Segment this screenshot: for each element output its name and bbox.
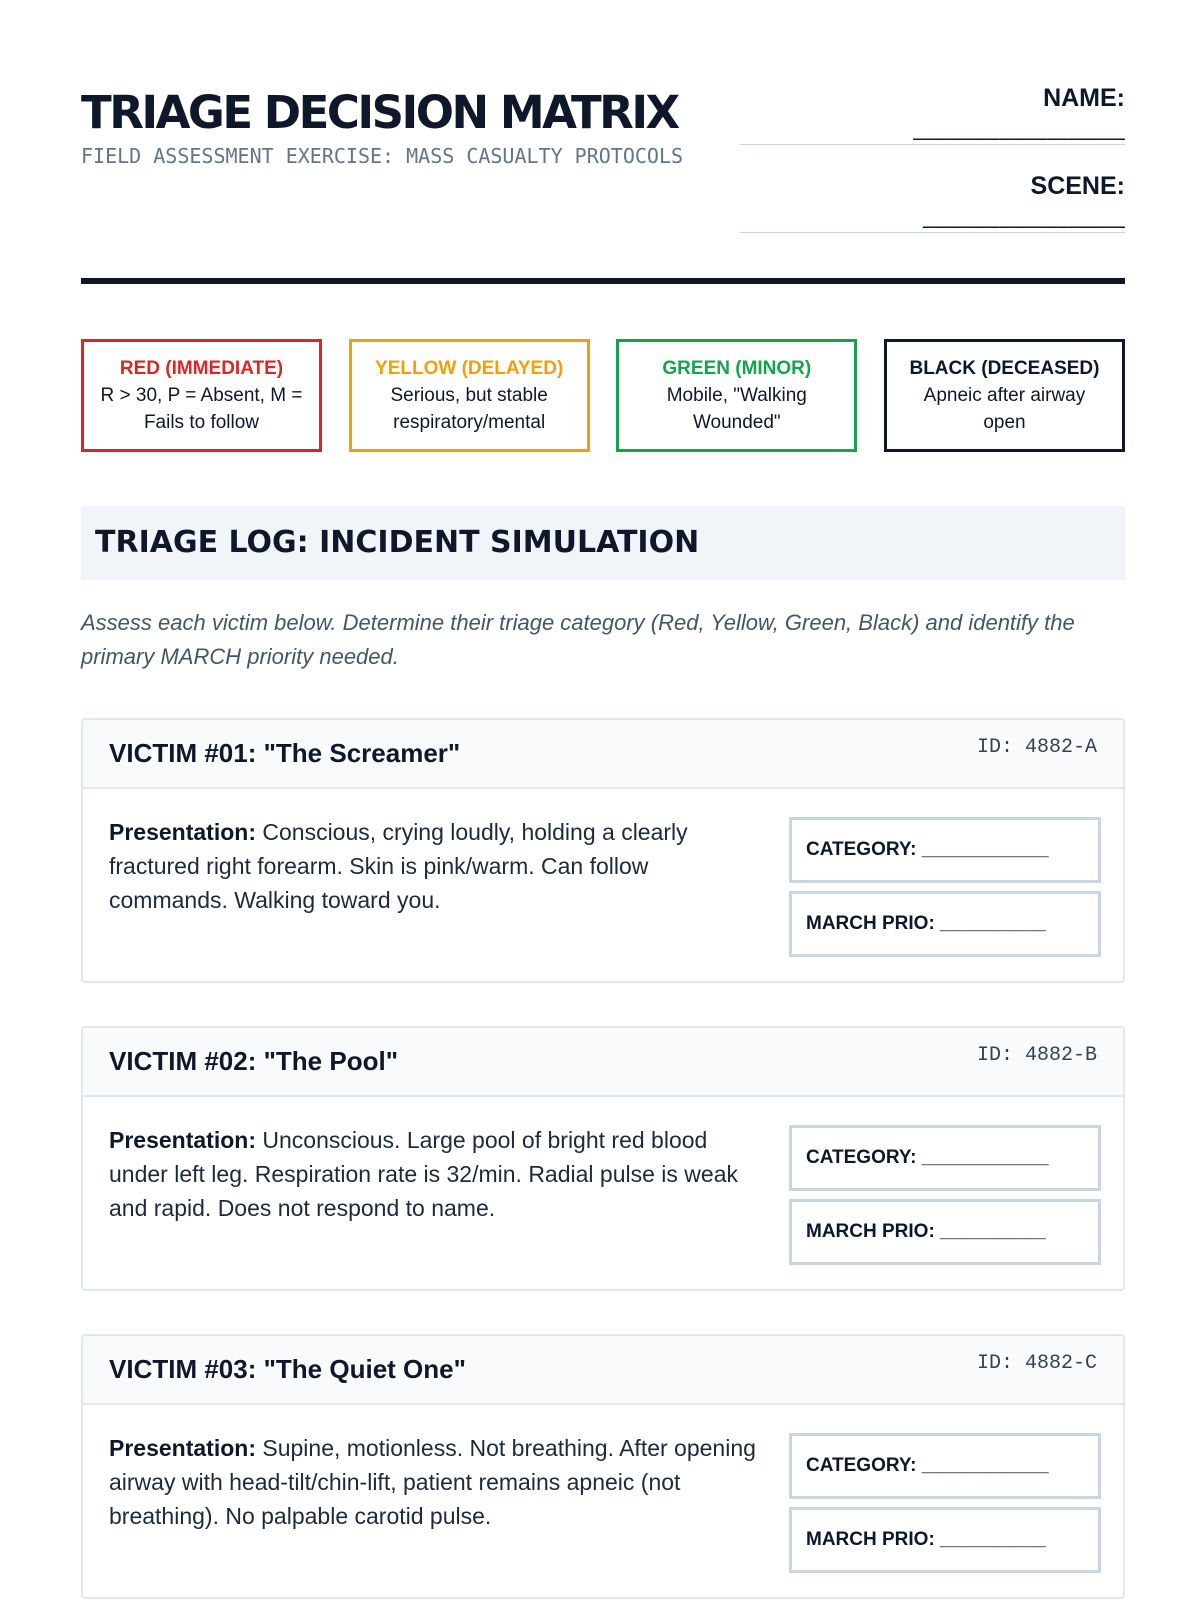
presentation-text: Supine, motionless. Not breathing. After opening airway with head-tilt/chin-lift, patient remains apneic (not breathing). No palpable carotid pulse. <box>109 1435 756 1529</box>
scene-blank[interactable]: _____________________ <box>922 209 1125 228</box>
name-field[interactable] <box>740 84 1125 145</box>
march-priority-answer-field[interactable]: MARCH PRIO: __________ <box>789 891 1101 957</box>
scene-underline <box>740 232 1125 233</box>
name-blank[interactable]: ______________________ <box>913 121 1125 140</box>
legend-green-title: GREEN (MINOR) <box>662 358 812 379</box>
victim-card <box>81 718 1125 983</box>
legend-black-title: BLACK (DECEASED) <box>909 358 1100 379</box>
legend-black-desc: Apneic after airway open <box>923 385 1086 433</box>
presentation-label: Presentation: <box>109 819 256 845</box>
category-answer-field[interactable]: CATEGORY: ____________ <box>789 817 1101 883</box>
name-label: NAME: <box>1043 84 1125 112</box>
name-underline <box>740 144 1125 145</box>
victim-card-header <box>83 1336 1123 1405</box>
march-priority-answer-field[interactable]: MARCH PRIO: __________ <box>789 1507 1101 1573</box>
victim-card-header <box>83 720 1123 789</box>
victim-presentation <box>109 1123 759 1225</box>
victim-presentation <box>109 815 759 917</box>
page-subtitle: FIELD ASSESSMENT EXERCISE: MASS CASUALTY PROTOCOLS <box>81 144 684 168</box>
legend-red-title: RED (IMMEDIATE) <box>119 358 284 379</box>
victim-presentation <box>109 1431 759 1533</box>
legend-green <box>616 339 857 452</box>
section-header <box>81 506 1125 580</box>
scene-field[interactable] <box>740 172 1125 233</box>
category-answer-field[interactable]: CATEGORY: ____________ <box>789 1125 1101 1191</box>
victim-title: VICTIM #02: "The Pool" <box>109 1046 399 1076</box>
victim-card-header <box>83 1028 1123 1097</box>
victim-id: ID: 4882-A <box>976 736 1097 759</box>
header <box>81 80 1125 280</box>
legend-black <box>884 339 1125 452</box>
victim-id: ID: 4882-C <box>976 1352 1097 1375</box>
triage-legend <box>81 339 1125 452</box>
victim-id: ID: 4882-B <box>976 1044 1097 1067</box>
legend-green-desc: Mobile, "Walking Wounded" <box>666 385 807 433</box>
legend-red <box>81 339 322 452</box>
legend-red-desc: R > 30, P = Absent, M = Fails to follow <box>100 385 303 433</box>
legend-yellow-title: YELLOW (DELAYED) <box>375 358 564 379</box>
presentation-label: Presentation: <box>109 1435 256 1461</box>
section-title: TRIAGE LOG: INCIDENT SIMULATION <box>95 525 700 560</box>
presentation-text: Unconscious. Large pool of bright red blood under left leg. Respiration rate is 32/min. Radial pulse is weak and rapid. Does not respond to name. <box>109 1127 738 1221</box>
victim-card <box>81 1334 1125 1599</box>
legend-yellow-desc: Serious, but stable respiratory/mental <box>390 385 548 433</box>
header-divider <box>81 278 1125 284</box>
presentation-text: Conscious, crying loudly, holding a clearly fractured right forearm. Skin is pink/warm. Can follow commands. Walking toward you. <box>109 819 688 913</box>
victim-card <box>81 1026 1125 1291</box>
presentation-label: Presentation: <box>109 1127 256 1153</box>
category-answer-field[interactable]: CATEGORY: ____________ <box>789 1433 1101 1499</box>
victim-title: VICTIM #03: "The Quiet One" <box>109 1354 466 1384</box>
victim-title: VICTIM #01: "The Screamer" <box>109 738 461 768</box>
instructions: Assess each victim below. Determine their triage category (Red, Yellow, Green, Black) and identify the primary MARCH priority needed. <box>81 610 1075 669</box>
march-priority-answer-field[interactable]: MARCH PRIO: __________ <box>789 1199 1101 1265</box>
scene-label: SCENE: <box>1030 172 1125 200</box>
page-title: TRIAGE DECISION MATRIX <box>81 86 678 139</box>
legend-yellow <box>349 339 590 452</box>
